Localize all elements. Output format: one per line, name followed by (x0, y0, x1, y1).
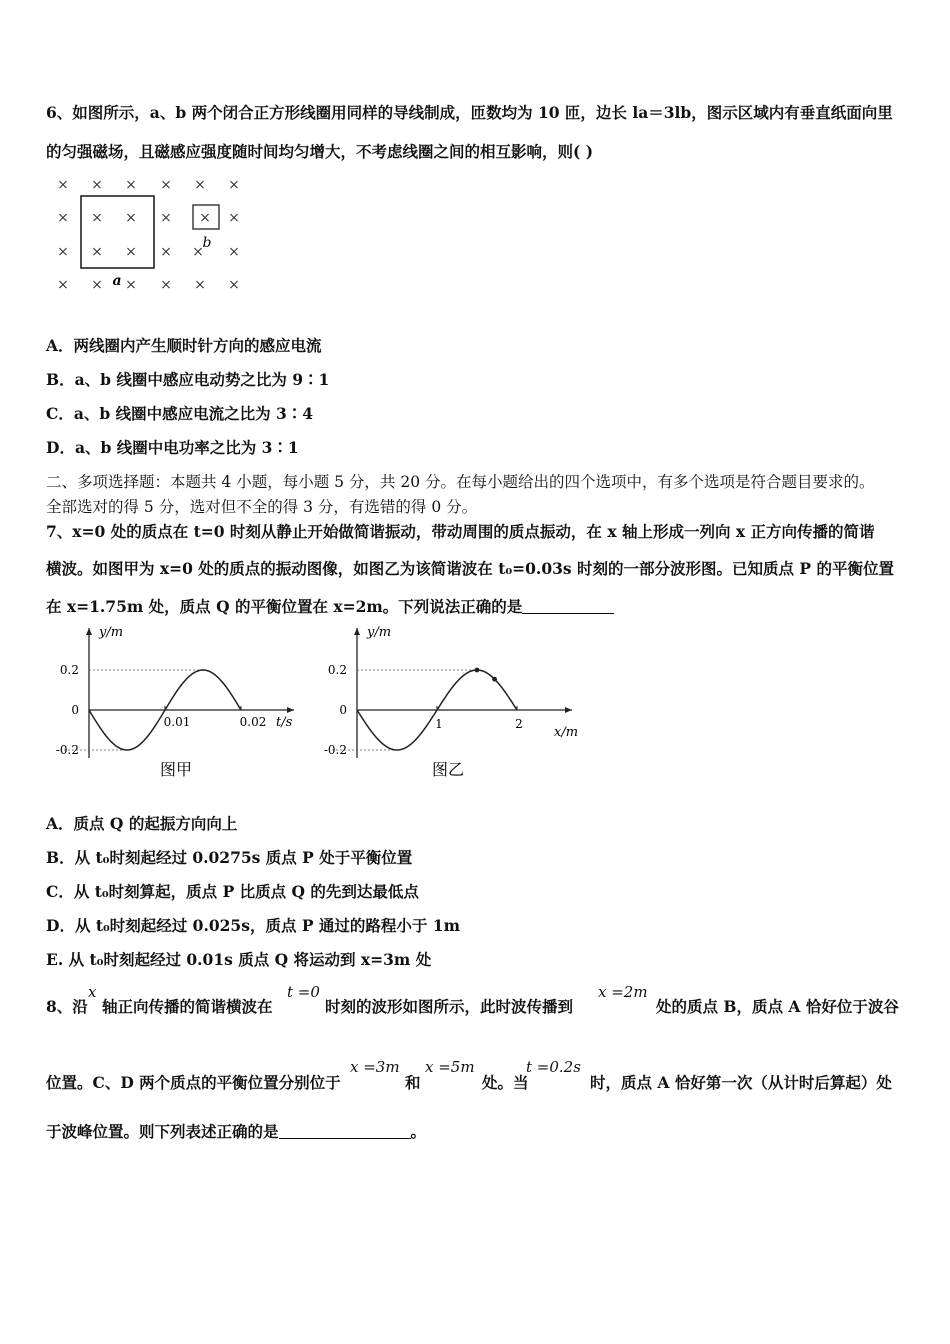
field-cross: × (125, 210, 137, 226)
x-tick-label: 2 (515, 717, 523, 731)
field-cross: × (194, 177, 206, 193)
field-cross: × (192, 244, 204, 260)
x-axis-arrow (287, 707, 294, 713)
chart-title: 图甲 (159, 760, 193, 779)
q8-math-x3: x =3m (350, 1058, 400, 1076)
x-tick-label: 0.02 (239, 715, 267, 729)
field-cross: × (91, 177, 103, 193)
y-tick-label: 0.2 (59, 663, 79, 677)
field-cross: × (57, 177, 69, 193)
q7-answer-blank[interactable] (522, 597, 614, 614)
point-marker (475, 668, 480, 673)
q8-math-x: x (88, 983, 97, 1001)
field-cross: × (57, 277, 69, 293)
x-axis-label: x/m (554, 725, 579, 740)
x-tick-label: 0.01 (163, 715, 191, 729)
q8-text-1: 8、沿 (46, 997, 88, 1016)
field-cross: × (125, 244, 137, 260)
q8-math-x5: x =5m (425, 1058, 475, 1076)
y-tick-label: -0.2 (55, 743, 79, 757)
y-axis-label: y/m (99, 625, 124, 640)
q6-line-2: 的匀强磁场，且磁感应强度随时间均匀增大，不考虑线圈之间的相互影响，则( ) (46, 142, 594, 161)
q7-option-c: C．从 t₀时刻算起，质点 P 比质点 Q 的先到达最低点 (46, 882, 419, 901)
y-tick-label: 0.2 (327, 663, 347, 677)
q7-line-3-text: 在 x=1.75m 处，质点 Q 的平衡位置在 x=2m。下列说法正确的是 (46, 597, 523, 616)
field-cross: × (199, 210, 211, 226)
field-cross: × (160, 177, 172, 193)
chart-title: 图乙 (431, 760, 465, 779)
q8-line-3 (46, 1120, 426, 1142)
q6-line-1: 6、如图所示，a、b 两个闭合正方形线圈用同样的导线制成，匝数均为 10 匝，边长 la＝3lb，图示区域内有垂直纸面向里 (46, 103, 893, 122)
q7-line-1: 7、x=0 处的质点在 t=0 时刻从静止开始做简谐振动，带动周围的质点振动，在 x 轴上形成一列向 x 正方向传播的简谐 (46, 522, 875, 541)
point-marker (492, 677, 497, 682)
x-axis-arrow (565, 707, 572, 713)
q6-option-c: C．a、b 线圈中感应电流之比为 3∶4 (46, 404, 314, 423)
q8-text-4: 处的质点 B，质点 A 恰好位于波谷 (656, 997, 899, 1016)
q7-option-a: A．质点 Q 的起振方向向上 (46, 814, 238, 833)
y-tick-label: 0 (339, 703, 347, 717)
y-axis-label: y/m (367, 625, 392, 640)
q6-option-d: D．a、b 线圈中电功率之比为 3∶1 (46, 438, 299, 457)
field-cross: × (91, 277, 103, 293)
coil-a-label: a (112, 273, 122, 289)
q8-text-9: 于波峰位置。则下列表述正确的是 (46, 1122, 279, 1141)
field-cross: × (91, 244, 103, 260)
q7-option-d: D．从 t₀时刻起经过 0.025s，质点 P 通过的路程小于 1m (46, 916, 460, 935)
field-cross: × (125, 177, 137, 193)
q8-text-7: 处。当 (482, 1073, 529, 1092)
chart-yi (320, 622, 600, 787)
y-axis-arrow (354, 628, 360, 635)
field-cross: × (228, 244, 240, 260)
section2-line-2: 全部选对的得 5 分，选对但不全的得 3 分，有选错的得 0 分。 (46, 498, 478, 516)
magnetic-field-figure (48, 168, 258, 298)
q7-option-b: B．从 t₀时刻起经过 0.0275s 质点 P 处于平衡位置 (46, 848, 413, 867)
field-cross: × (125, 277, 137, 293)
field-cross: × (194, 277, 206, 293)
field-cross: × (228, 277, 240, 293)
q8-text-10: 。 (410, 1122, 427, 1141)
field-cross: × (91, 210, 103, 226)
field-cross: × (228, 177, 240, 193)
field-cross: × (57, 210, 69, 226)
field-cross: × (160, 244, 172, 260)
q8-text-2: 轴正向传播的简谐横波在 (102, 997, 273, 1016)
x-axis-label: t/s (276, 715, 293, 730)
q8-text-6: 和 (405, 1073, 421, 1092)
q7-line-3 (46, 595, 614, 617)
y-tick-label: 0 (71, 703, 79, 717)
field-cross: × (57, 244, 69, 260)
chart-jia (46, 622, 326, 787)
q8-math-t0: t =0 (287, 983, 320, 1001)
q8-text-3: 时刻的波形如图所示，此时波传播到 (325, 997, 574, 1016)
coil-b-label: b (202, 235, 212, 251)
y-axis-arrow (86, 628, 92, 635)
q8-answer-blank[interactable] (279, 1122, 411, 1139)
section2-line-1: 二、多项选择题：本题共 4 小题，每小题 5 分，共 20 分。在每小题给出的四个选项中，有多个选项是符合题目要求的。 (46, 473, 875, 491)
q6-option-b: B．a、b 线圈中感应电动势之比为 9∶1 (46, 370, 330, 389)
field-cross: × (228, 210, 240, 226)
field-cross: × (160, 277, 172, 293)
q8-text-5: 位置。C、D 两个质点的平衡位置分别位于 (46, 1073, 341, 1092)
q7-line-2: 横波。如图甲为 x=0 处的质点的振动图像，如图乙为该简谐波在 t₀=0.03s 时刻的一部分波形图。已知质点 P 的平衡位置 (46, 559, 894, 578)
q8-text-8: 时，质点 A 恰好第一次（从计时后算起）处 (590, 1073, 892, 1092)
field-cross: × (160, 210, 172, 226)
q7-option-e: E. 从 t₀时刻起经过 0.01s 质点 Q 将运动到 x=3m 处 (46, 950, 432, 969)
q8-math-x2: x =2m (598, 983, 648, 1001)
q8-math-t02: t =0.2s (526, 1058, 581, 1076)
q6-option-a: A．两线圈内产生顺时针方向的感应电流 (46, 336, 322, 355)
x-tick-label: 1 (435, 717, 443, 731)
y-tick-label: -0.2 (323, 743, 347, 757)
